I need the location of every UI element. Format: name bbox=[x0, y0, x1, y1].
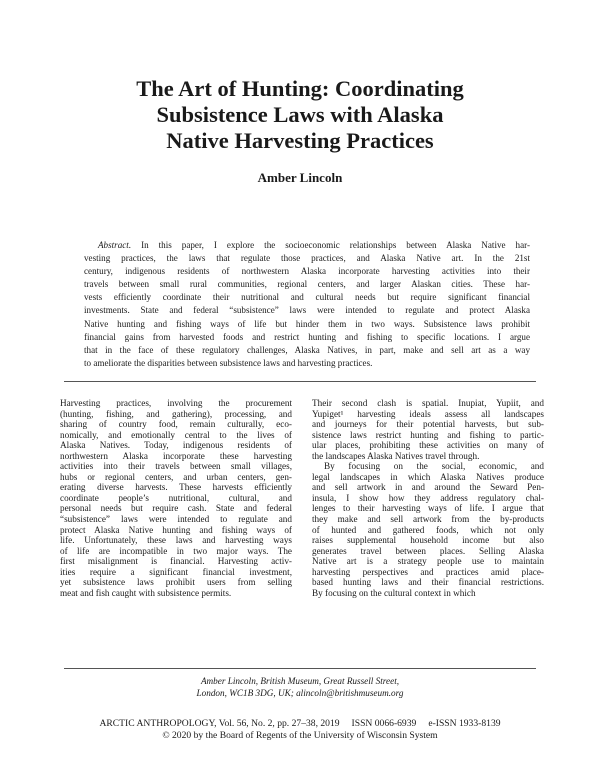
body-line: Alaska Natives. Today, indigenous residents of bbox=[60, 440, 292, 451]
body-line: of hunted and gathered foods, which not only bbox=[312, 524, 544, 535]
body-line: yet subsistence laws prohibit users from selling bbox=[60, 577, 292, 588]
body-line: Harvesting practices, involving the procurement bbox=[60, 398, 292, 408]
body-line: northwestern Alaska incorporate these harvesting bbox=[60, 450, 292, 461]
body-line: activities into their travels between small villages, bbox=[60, 461, 292, 472]
copyright-notice: © 2020 by the Board of Regents of the University of Wisconsin System bbox=[162, 730, 438, 742]
body-line: lenges to their harvesting ways of life. I argue that bbox=[312, 503, 544, 514]
body-line: personal needs but require cash. State and federal bbox=[60, 503, 292, 514]
body-line: (hunting, fishing, and gathering), processing, and bbox=[60, 408, 292, 419]
title-line: Subsistence Laws with Alaska bbox=[156, 102, 444, 127]
body-column-left bbox=[60, 398, 292, 598]
body-line: coordinate people’s nutritional, cultural, and bbox=[60, 492, 292, 503]
abstract-line: that in the face of these regulatory challenges, Alaska Natives, in part, make and sell art as a way bbox=[84, 344, 530, 355]
author-name: Amber Lincoln bbox=[257, 170, 343, 185]
body-line: hubs or regional centers, and urban centers, gen- bbox=[60, 471, 292, 482]
abstract-line: investments. State and federal “subsistence” laws were intended to regulate and protect Alaska bbox=[84, 305, 530, 316]
body-line: ular places, prohibiting these activities on many of bbox=[312, 440, 544, 451]
body-line: Native art is a strategy people use to maintain bbox=[312, 556, 544, 567]
body-line: sistence laws restrict hunting and fishing to partic- bbox=[312, 429, 544, 440]
body-line: “subsistence” laws were intended to regulate and bbox=[60, 514, 292, 525]
paper-title bbox=[60, 76, 540, 154]
abstract-line: travels between small rural communities, regional centers, and larger Alaskan cities. These har- bbox=[84, 279, 530, 290]
author-affiliation bbox=[0, 675, 600, 699]
body-line: they make and sell artwork from the by-products bbox=[312, 514, 544, 525]
body-line: and journeys for their potential harvests, but sub- bbox=[312, 419, 544, 430]
journal-footer bbox=[0, 718, 600, 743]
body-line: protect Alaska Native hunting and fishing ways of bbox=[60, 524, 292, 535]
body-line: based hunting laws and their financial restrictions. bbox=[312, 577, 544, 588]
body-line: the landscapes Alaska Natives travel through. bbox=[312, 450, 480, 461]
body-line: ities require a significant financial investment, bbox=[60, 566, 292, 577]
journal-citation: ARCTIC ANTHROPOLOGY, Vol. 56, No. 2, pp. 27–38, 2019 ISSN 0066-6939 e-ISSN 1933-8139 bbox=[99, 718, 501, 729]
body-line: Yupiget¹ harvesting ideals assess all landscapes bbox=[312, 408, 544, 419]
body-line: meat and fish caught with subsistence permits. bbox=[60, 587, 232, 598]
abstract-line: vests efficiently coordinate their nutritional and cultural needs but require significant financial bbox=[84, 292, 530, 303]
affiliation-line: London, WC1B 3DG, UK; alincoln@britishmuseum.org bbox=[196, 688, 404, 699]
body-line: harvesting perspectives and practices amid place- bbox=[312, 566, 544, 577]
title-line: The Art of Hunting: Coordinating bbox=[136, 76, 464, 101]
title-line: Native Harvesting Practices bbox=[166, 128, 434, 153]
abstract-label: Abstract. bbox=[98, 240, 132, 250]
body-line: life. Unfortunately, these laws and harvesting ways bbox=[60, 535, 292, 546]
body-line: By focusing on the cultural context in which bbox=[312, 587, 476, 598]
body-line: erating diverse harvests. These harvests efficiently bbox=[60, 482, 292, 493]
abstract-line: to ameliorate the disparities between subsistence laws and harvesting practices. bbox=[84, 357, 373, 368]
footnote-divider bbox=[64, 668, 536, 669]
body-line: legal landscapes in which Alaska Natives produce bbox=[312, 471, 544, 482]
body-line: first misalignment is financial. Harvesting activ- bbox=[60, 556, 292, 567]
body-line: generates travel between places. Selling Alaska bbox=[312, 545, 544, 556]
body-column-right bbox=[312, 398, 544, 598]
abstract-line: vesting practices, the laws that regulate those practices, and Alaska Native art. In the 21st bbox=[84, 253, 530, 264]
body-line: Their second clash is spatial. Inupiat, Yupiit, and bbox=[312, 398, 544, 408]
abstract-line: financial gains from harvested foods and restrict hunting and fishing to specific locations. I argue bbox=[84, 331, 530, 342]
abstract-text: In this paper, I explore the socioeconomic relationships between Alaska Native har- bbox=[131, 240, 530, 250]
body-line: By focusing on the social, economic, and bbox=[324, 461, 544, 472]
section-divider bbox=[64, 381, 536, 382]
body-line: insula, I show how they address regulatory chal- bbox=[312, 492, 544, 503]
abstract bbox=[84, 239, 530, 370]
body-line: and sell artwork in and around the Seward Pen- bbox=[312, 482, 544, 493]
body-line: nomically, and emotionally central to the lives of bbox=[60, 429, 292, 440]
body-line: of life are incompatible in two major ways. The bbox=[60, 545, 292, 556]
abstract-line bbox=[84, 239, 530, 252]
abstract-line: Native hunting and fishing ways of life but hinder them in two ways. Subsistence laws prohibit bbox=[84, 318, 530, 329]
affiliation-line: Amber Lincoln, British Museum, Great Russell Street, bbox=[200, 676, 400, 686]
body-line: raises supplemental household income but also bbox=[312, 535, 544, 546]
body-line: sharing of country food, remain culturally, eco- bbox=[60, 419, 292, 430]
abstract-line: century, indigenous residents of northwestern Alaska incorporate harvesting activities into their bbox=[84, 266, 530, 277]
